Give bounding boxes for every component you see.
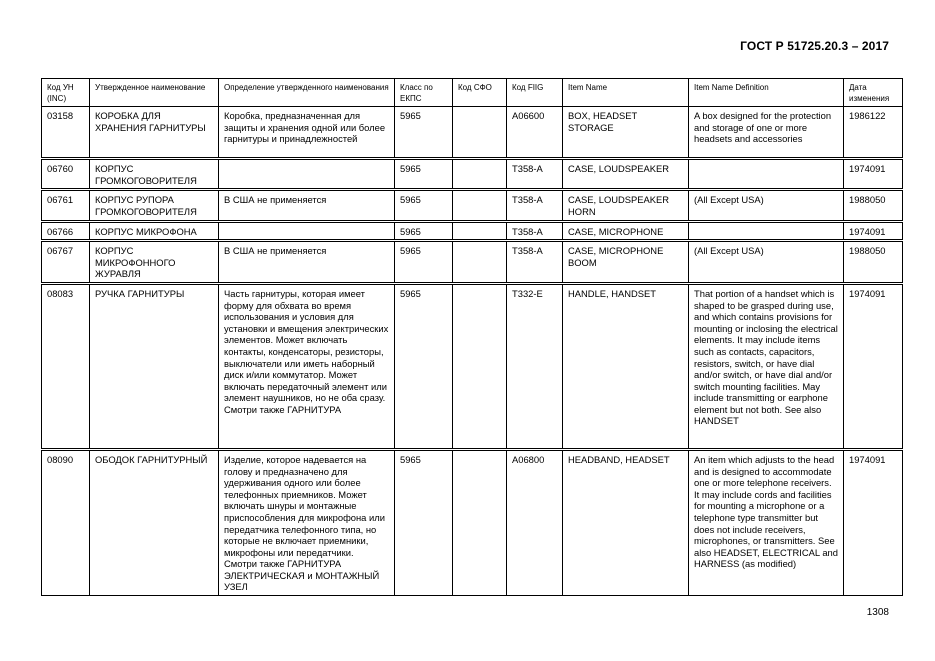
- cell-code: 06766: [42, 221, 90, 241]
- cell-date: 1974091: [844, 159, 903, 190]
- col-header-definition: Определение утвержденного наименования: [219, 79, 395, 107]
- cell-sfo: [453, 221, 507, 241]
- cell-definition: [219, 159, 395, 190]
- cell-item-def: (All Except USA): [689, 241, 844, 284]
- cell-item-def: [689, 159, 844, 190]
- table-row: [42, 221, 903, 241]
- cell-name: КОРПУС ГРОМКОГОВОРИТЕЛЯ: [90, 159, 219, 190]
- table-header-row: [42, 79, 903, 107]
- cell-definition: В США не применяется: [219, 241, 395, 284]
- cell-sfo: [453, 449, 507, 595]
- table-row: [42, 190, 903, 221]
- cell-name: КОРПУС МИКРОФОННОГО ЖУРАВЛЯ: [90, 241, 219, 284]
- cell-name: КОРПУС РУПОРА ГРОМКОГОВОРИТЕЛЯ: [90, 190, 219, 221]
- cell-code: 06760: [42, 159, 90, 190]
- cell-date: 1988050: [844, 190, 903, 221]
- cell-class: 5965: [395, 241, 453, 284]
- table-row: [42, 107, 903, 159]
- table-row: [42, 449, 903, 595]
- table-row: [42, 159, 903, 190]
- cell-date: 1974091: [844, 449, 903, 595]
- cell-item-name: BOX, HEADSET STORAGE: [563, 107, 689, 159]
- cell-class: 5965: [395, 107, 453, 159]
- cell-item-name: CASE, MICROPHONE: [563, 221, 689, 241]
- cell-class: 5965: [395, 221, 453, 241]
- table-row: [42, 283, 903, 449]
- col-header-fiig: Код FIIG: [507, 79, 563, 107]
- cell-code: 06767: [42, 241, 90, 284]
- cell-item-def: (All Except USA): [689, 190, 844, 221]
- cell-code: 06761: [42, 190, 90, 221]
- cell-date: 1988050: [844, 241, 903, 284]
- cell-name: РУЧКА ГАРНИТУРЫ: [90, 283, 219, 449]
- cell-class: 5965: [395, 283, 453, 449]
- cell-code: 08083: [42, 283, 90, 449]
- cell-date: 1974091: [844, 221, 903, 241]
- cell-fiig: T358-A: [507, 221, 563, 241]
- col-header-item-name: Item Name: [563, 79, 689, 107]
- cell-sfo: [453, 159, 507, 190]
- cell-class: 5965: [395, 449, 453, 595]
- cell-name: ОБОДОК ГАРНИТУРНЫЙ: [90, 449, 219, 595]
- cell-fiig: T358-A: [507, 190, 563, 221]
- cell-sfo: [453, 283, 507, 449]
- cell-definition: [219, 221, 395, 241]
- cell-date: 1974091: [844, 283, 903, 449]
- cell-class: 5965: [395, 190, 453, 221]
- cell-item-name: CASE, LOUDSPEAKER HORN: [563, 190, 689, 221]
- cell-item-def: That portion of a handset which is shaped to be grasped during use, and which contains provisions for mounting or inclosing the electrical elements. It may include items such as contacts, capacitors, resistors, switch, or have dial and/or switch, or have dial and/or switch mounting facilities. May include transmitting or earphone element but not both. See also HANDSET: [689, 283, 844, 449]
- catalog-table: [41, 78, 903, 596]
- cell-fiig: T358-A: [507, 241, 563, 284]
- cell-item-name: HANDLE, HANDSET: [563, 283, 689, 449]
- cell-definition: Часть гарнитуры, которая имеет форму для обхвата во время использования и условия для установки и вмещения электрических элементов. Может включать контакты, конденсаторы, резисторы, выключатели или иметь наборный диск и/или коммутатор. Может включать передаточный элемент или элемент наушников, но не оба сразу. Смотри также ГАРНИТУРА: [219, 283, 395, 449]
- cell-sfo: [453, 190, 507, 221]
- cell-sfo: [453, 107, 507, 159]
- col-header-item-def: Item Name Definition: [689, 79, 844, 107]
- cell-date: 1986122: [844, 107, 903, 159]
- cell-fiig: A06600: [507, 107, 563, 159]
- cell-definition: Коробка, предназначенная для защиты и хранения одной или более гарнитуры и принадлежностей: [219, 107, 395, 159]
- cell-definition: Изделие, которое надевается на голову и предназначено для удерживания одного или более телефонных приемников. Может включать шнуры и монтажные приспособления для микрофона или передатчика телефонного типа, но которые не включает приемники, микрофоны или передатчики. Смотри также ГАРНИТУРА ЭЛЕКТРИЧЕСКАЯ и МОНТАЖНЫЙ УЗЕЛ: [219, 449, 395, 595]
- cell-fiig: A06800: [507, 449, 563, 595]
- cell-fiig: T358-A: [507, 159, 563, 190]
- col-header-sfo: Код СФО: [453, 79, 507, 107]
- col-header-name: Утвержденное наименование: [90, 79, 219, 107]
- document-title: ГОСТ Р 51725.20.3 – 2017: [740, 39, 889, 53]
- table-row: [42, 241, 903, 284]
- cell-code: 08090: [42, 449, 90, 595]
- cell-item-def: A box designed for the protection and storage of one or more headsets and accessories: [689, 107, 844, 159]
- cell-sfo: [453, 241, 507, 284]
- cell-item-name: CASE, MICROPHONE BOOM: [563, 241, 689, 284]
- cell-name: КОРПУС МИКРОФОНА: [90, 221, 219, 241]
- cell-item-name: CASE, LOUDSPEAKER: [563, 159, 689, 190]
- cell-item-def: An item which adjusts to the head and is designed to accommodate one or more telephone receivers. It may include cords and facilities for mounting a microphone or a telephone type transmitter but does not include receivers, microphones, or transmitters. See also HEADSET, ELECTRICAL and HARNESS (as modified): [689, 449, 844, 595]
- col-header-date: Дата изменения: [844, 79, 903, 107]
- cell-fiig: T332-E: [507, 283, 563, 449]
- cell-item-name: HEADBAND, HEADSET: [563, 449, 689, 595]
- cell-name: КОРОБКА ДЛЯ ХРАНЕНИЯ ГАРНИТУРЫ: [90, 107, 219, 159]
- col-header-class: Класс по ЕКПС: [395, 79, 453, 107]
- page-number: 1308: [866, 607, 889, 618]
- cell-definition: В США не применяется: [219, 190, 395, 221]
- cell-item-def: [689, 221, 844, 241]
- cell-code: 03158: [42, 107, 90, 159]
- col-header-code: Код УН (INC): [42, 79, 90, 107]
- cell-class: 5965: [395, 159, 453, 190]
